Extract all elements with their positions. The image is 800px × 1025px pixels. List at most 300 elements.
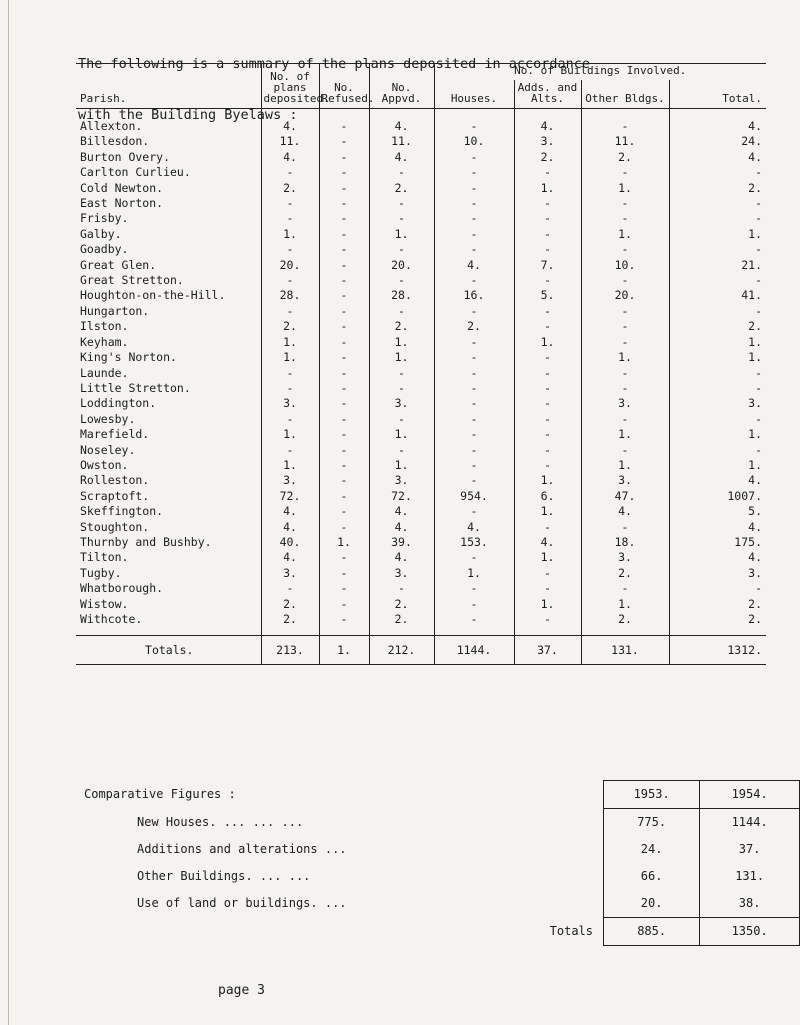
total-value: 3. (748, 396, 762, 411)
refused-value: - (319, 550, 369, 565)
parish-name: Thurnby and Bushby. (76, 535, 261, 550)
parish-name: Frisby. (76, 211, 261, 226)
adds-alts-value: 1. (514, 597, 581, 612)
adds-alts-value: - (514, 412, 581, 427)
total-value: 1. (748, 226, 762, 241)
parish-name: Ilston. (76, 319, 261, 334)
parish-name: Carlton Curlieu. (76, 165, 261, 180)
other-bldgs-value: 2. (581, 612, 669, 627)
adds-alts-value: 1. (514, 473, 581, 488)
other-bldgs-value: - (581, 196, 669, 211)
table-row (76, 165, 766, 180)
houses-value: - (434, 119, 514, 134)
refused-value: - (319, 258, 369, 273)
total-value: 5. (748, 504, 762, 519)
houses-value: - (434, 211, 514, 226)
refused-value: - (319, 566, 369, 581)
refused-value: - (319, 150, 369, 165)
adds-alts-value: - (514, 165, 581, 180)
plans-deposited-value: - (261, 581, 319, 596)
parish-name: Stoughton. (76, 520, 261, 535)
parish-name: Little Stretton. (76, 381, 261, 396)
houses-value: - (434, 443, 514, 458)
other-bldgs-value: 1. (581, 597, 669, 612)
adds-alts-value: - (514, 273, 581, 288)
total-value: - (755, 380, 762, 395)
refused-value: - (319, 597, 369, 612)
other-bldgs-value: 18. (581, 535, 669, 550)
total-value: 1. (748, 427, 762, 442)
table-row (76, 597, 766, 612)
plans-deposited-value: - (261, 242, 319, 257)
other-bldgs-value: - (581, 581, 669, 596)
adds-alts-value: - (514, 427, 581, 442)
houses-value: 153. (434, 535, 514, 550)
houses-value: - (434, 412, 514, 427)
comparative-title: Comparative Figures : (84, 787, 236, 801)
other-bldgs-value: - (581, 520, 669, 535)
adds-alts-value: 7. (514, 258, 581, 273)
total-value: 21. (741, 257, 762, 272)
adds-alts-value: - (514, 520, 581, 535)
houses-value: 4. (434, 258, 514, 273)
parish-name: Billesdon. (76, 134, 261, 149)
adds-alts-value: - (514, 366, 581, 381)
other-bldgs-value: - (581, 319, 669, 334)
total-value: 4. (748, 149, 762, 164)
refused-value: - (319, 581, 369, 596)
table-row (76, 581, 766, 596)
totals-total: 1312. (669, 636, 766, 665)
other-bldgs-value: - (581, 211, 669, 226)
table-row (76, 443, 766, 458)
totals-deposited: 213. (261, 636, 319, 665)
table-row (76, 550, 766, 565)
table-row (76, 196, 766, 211)
plans-deposited-value: - (261, 412, 319, 427)
houses-value: - (434, 335, 514, 350)
adds-alts-value: - (514, 319, 581, 334)
other-bldgs-value: - (581, 366, 669, 381)
total-value: 4. (748, 473, 762, 488)
comparative-label: Other Buildings. ... ... (137, 869, 311, 883)
header-plans-deposited: No. of plans deposited. (261, 64, 319, 109)
houses-value: 10. (434, 134, 514, 149)
houses-value: 4. (434, 520, 514, 535)
approved-value: 4. (369, 520, 434, 535)
approved-value: 4. (369, 550, 434, 565)
plans-deposited-value: 4. (261, 550, 319, 565)
approved-value: 1. (369, 227, 434, 242)
spacer-row (76, 109, 766, 120)
comparative-totals-1953: 885. (604, 918, 700, 946)
houses-value: - (434, 273, 514, 288)
comparative-1954-value: 37. (700, 836, 800, 863)
refused-value: - (319, 520, 369, 535)
adds-alts-value: - (514, 396, 581, 411)
adds-alts-value: - (514, 211, 581, 226)
table-row (76, 612, 766, 627)
parish-name: Goadby. (76, 242, 261, 257)
totals-other-bldgs: 131. (581, 636, 669, 665)
comparative-row (80, 836, 800, 863)
adds-alts-value: 1. (514, 550, 581, 565)
approved-value: 2. (369, 319, 434, 334)
comparative-label: Use of land or buildings. ... (137, 896, 347, 911)
houses-value: 16. (434, 288, 514, 303)
refused-value: - (319, 119, 369, 134)
other-bldgs-value: 3. (581, 396, 669, 411)
header-parish: Parish. (76, 64, 261, 109)
houses-value: - (434, 381, 514, 396)
approved-value: 2. (369, 612, 434, 627)
total-value: 1007. (727, 488, 762, 503)
approved-value: 1. (369, 427, 434, 442)
approved-value: 1. (369, 335, 434, 350)
refused-value: - (319, 396, 369, 411)
plans-deposited-value: 1. (261, 458, 319, 473)
table-row (76, 504, 766, 519)
adds-alts-value: 1. (514, 504, 581, 519)
total-value: 4. (748, 550, 762, 565)
plans-deposited-value: 4. (261, 150, 319, 165)
approved-value: - (369, 273, 434, 288)
table-row (76, 489, 766, 504)
parish-name: East Norton. (76, 196, 261, 211)
comparative-1954-value: 131. (700, 863, 800, 890)
plans-deposited-value: - (261, 304, 319, 319)
approved-value: - (369, 165, 434, 180)
adds-alts-value: 6. (514, 489, 581, 504)
table-row (76, 412, 766, 427)
approved-value: 3. (369, 566, 434, 581)
parish-name: Galby. (76, 227, 261, 242)
approved-value: 2. (369, 181, 434, 196)
approved-value: 3. (369, 396, 434, 411)
houses-value: 1. (434, 566, 514, 581)
other-bldgs-value: - (581, 412, 669, 427)
table-row (76, 273, 766, 288)
table-row (76, 181, 766, 196)
adds-alts-value: 1. (514, 181, 581, 196)
houses-value: - (434, 550, 514, 565)
approved-value: 72. (369, 489, 434, 504)
total-value: - (755, 411, 762, 426)
refused-value: - (319, 181, 369, 196)
table-body (76, 109, 766, 628)
refused-value: - (319, 196, 369, 211)
parish-name: King's Norton. (76, 350, 261, 365)
comparative-label: New Houses. ... ... ... (137, 814, 304, 829)
parish-name: Skeffington. (76, 504, 261, 519)
header-total: Total. (669, 80, 766, 109)
refused-value: - (319, 381, 369, 396)
plans-deposited-value: 3. (261, 396, 319, 411)
houses-value: - (434, 165, 514, 180)
total-value: 3. (748, 565, 762, 580)
table-row (76, 350, 766, 365)
year-1954-header: 1954. (700, 781, 800, 809)
total-value: 41. (741, 288, 762, 303)
plans-deposited-value: - (261, 211, 319, 226)
plans-deposited-value: - (261, 381, 319, 396)
totals-row (76, 636, 766, 665)
approved-value: - (369, 581, 434, 596)
adds-alts-value: 3. (514, 134, 581, 149)
plans-deposited-value: 4. (261, 504, 319, 519)
parish-name: Great Glen. (76, 258, 261, 273)
other-bldgs-value: 3. (581, 550, 669, 565)
parish-name: Allexton. (76, 119, 261, 134)
comparative-1954-value: 1144. (700, 809, 800, 837)
adds-alts-value: - (514, 242, 581, 257)
parish-name: Cold Newton. (76, 181, 261, 196)
plans-deposited-value: - (261, 366, 319, 381)
table-row (76, 134, 766, 149)
table-row (76, 211, 766, 226)
parish-name: Whatborough. (76, 581, 261, 596)
adds-alts-value: - (514, 581, 581, 596)
plans-deposited-value: 2. (261, 612, 319, 627)
approved-value: 20. (369, 258, 434, 273)
comparative-1953-value: 775. (604, 809, 700, 837)
parish-name: Great Stretton. (76, 273, 261, 288)
plans-deposited-value: 1. (261, 227, 319, 242)
houses-value: - (434, 366, 514, 381)
parish-name: Loddington. (76, 396, 261, 411)
total-value: - (755, 303, 762, 318)
other-bldgs-value: 2. (581, 566, 669, 581)
houses-value: - (434, 350, 514, 365)
table-row (76, 119, 766, 134)
other-bldgs-value: 2. (581, 150, 669, 165)
other-bldgs-value: - (581, 242, 669, 257)
refused-value: - (319, 134, 369, 149)
approved-value: 3. (369, 473, 434, 488)
header-adds-alts: Adds. and Alts. (514, 80, 581, 109)
approved-value: 2. (369, 597, 434, 612)
plans-deposited-value: - (261, 196, 319, 211)
refused-value: - (319, 427, 369, 442)
comparative-row (80, 890, 800, 918)
other-bldgs-value: 10. (581, 258, 669, 273)
page-number: page 3 (218, 983, 265, 998)
parish-name: Scraptoft. (76, 489, 261, 504)
houses-value: - (434, 458, 514, 473)
plans-deposited-value: 1. (261, 350, 319, 365)
parish-name: Launde. (76, 366, 261, 381)
plans-deposited-value: 72. (261, 489, 319, 504)
comparative-1953-value: 66. (604, 863, 700, 890)
approved-value: 4. (369, 504, 434, 519)
comparative-figures-table (80, 780, 800, 946)
adds-alts-value: 4. (514, 119, 581, 134)
houses-value: - (434, 181, 514, 196)
total-value: 1. (748, 350, 762, 365)
houses-value: - (434, 396, 514, 411)
houses-value: - (434, 473, 514, 488)
table-row (76, 535, 766, 550)
total-value: 4. (748, 119, 762, 133)
approved-value: 4. (369, 119, 434, 134)
table-row (76, 150, 766, 165)
totals-approved: 212. (369, 636, 434, 665)
comparative-label: Additions and alterations ... (137, 842, 347, 856)
plans-deposited-value: 4. (261, 119, 319, 134)
refused-value: - (319, 288, 369, 303)
table-row (76, 381, 766, 396)
total-value: - (755, 365, 762, 380)
table-row (76, 520, 766, 535)
totals-houses: 1144. (434, 636, 514, 665)
total-value: - (755, 581, 762, 596)
plans-deposited-value: 1. (261, 335, 319, 350)
table-row (76, 258, 766, 273)
table-row (76, 242, 766, 257)
plans-deposited-value: 40. (261, 535, 319, 550)
total-value: 1. (748, 334, 762, 349)
total-value: 2. (748, 180, 762, 195)
plans-deposited-value: - (261, 443, 319, 458)
parish-name: Burton Overy. (76, 150, 261, 165)
other-bldgs-value: 1. (581, 350, 669, 365)
parish-name: Owston. (76, 458, 261, 473)
header-refused: No. Refused. (319, 64, 369, 109)
refused-value: - (319, 227, 369, 242)
table-row (76, 458, 766, 473)
adds-alts-value: 4. (514, 535, 581, 550)
intro-line-2: with the Building Byelaws : (78, 107, 298, 123)
adds-alts-value: - (514, 196, 581, 211)
refused-value: - (319, 211, 369, 226)
refused-value: - (319, 412, 369, 427)
total-value: 175. (734, 534, 762, 549)
table-row (76, 427, 766, 442)
plans-summary-table (76, 63, 766, 665)
plans-deposited-value: 2. (261, 181, 319, 196)
adds-alts-value: - (514, 612, 581, 627)
total-value: - (755, 273, 762, 288)
total-value: 2. (748, 319, 762, 334)
other-bldgs-value: 1. (581, 427, 669, 442)
parish-name: Withcote. (76, 612, 261, 627)
parish-name: Keyham. (76, 335, 261, 350)
other-bldgs-value: 11. (581, 134, 669, 149)
other-bldgs-value: 20. (581, 288, 669, 303)
refused-value: - (319, 165, 369, 180)
houses-value: - (434, 227, 514, 242)
adds-alts-value: - (514, 227, 581, 242)
total-value: - (755, 211, 762, 226)
total-value: - (755, 165, 762, 180)
total-value: - (755, 442, 762, 457)
total-value: - (755, 196, 762, 211)
adds-alts-value: - (514, 304, 581, 319)
refused-value: - (319, 242, 369, 257)
approved-value: - (369, 304, 434, 319)
comparative-totals-1954: 1350. (700, 918, 800, 946)
other-bldgs-value: 47. (581, 489, 669, 504)
header-other-bldgs: Other Bldgs. (581, 80, 669, 109)
parish-name: Wistow. (76, 597, 261, 612)
approved-value: 11. (369, 134, 434, 149)
houses-value: - (434, 196, 514, 211)
approved-value: - (369, 196, 434, 211)
intro-line-1: The following is a summary of the plans deposited in accordance (78, 56, 591, 72)
approved-value: 4. (369, 150, 434, 165)
plans-deposited-value: 28. (261, 288, 319, 303)
adds-alts-value: 5. (514, 288, 581, 303)
refused-value: - (319, 366, 369, 381)
other-bldgs-value: 1. (581, 458, 669, 473)
table-row (76, 288, 766, 303)
houses-value: - (434, 242, 514, 257)
refused-value: - (319, 273, 369, 288)
refused-value: - (319, 443, 369, 458)
approved-value: - (369, 412, 434, 427)
approved-value: 1. (369, 350, 434, 365)
approved-value: - (369, 242, 434, 257)
table-row (76, 304, 766, 319)
adds-alts-value: - (514, 350, 581, 365)
table-row (76, 319, 766, 334)
table-row (76, 473, 766, 488)
other-bldgs-value: - (581, 273, 669, 288)
houses-value: - (434, 504, 514, 519)
table-row (76, 227, 766, 242)
plans-deposited-value: - (261, 165, 319, 180)
adds-alts-value: - (514, 381, 581, 396)
houses-value: 2. (434, 319, 514, 334)
approved-value: 1. (369, 458, 434, 473)
header-houses: Houses. (434, 80, 514, 109)
houses-value: - (434, 597, 514, 612)
comparative-row (80, 809, 800, 837)
adds-alts-value: 2. (514, 150, 581, 165)
comparative-row (80, 863, 800, 890)
totals-refused: 1. (319, 636, 369, 665)
approved-value: - (369, 366, 434, 381)
comparative-totals-label: Totals (549, 924, 593, 938)
approved-value: 39. (369, 535, 434, 550)
comparative-1954-value: 38. (700, 890, 800, 918)
plans-deposited-value: 2. (261, 597, 319, 612)
refused-value: - (319, 350, 369, 365)
totals-adds-alts: 37. (514, 636, 581, 665)
parish-name: Rolleston. (76, 473, 261, 488)
parish-name: Tugby. (76, 566, 261, 581)
total-value: 4. (748, 519, 762, 534)
plans-deposited-value: 4. (261, 520, 319, 535)
header-buildings-involved: No. of Buildings Involved. (434, 64, 766, 81)
other-bldgs-value: 1. (581, 181, 669, 196)
plans-deposited-value: 3. (261, 473, 319, 488)
other-bldgs-value: 1. (581, 227, 669, 242)
parish-name: Lowesby. (76, 412, 261, 427)
refused-value: - (319, 504, 369, 519)
houses-value: - (434, 427, 514, 442)
parish-name: Houghton-on-the-Hill. (76, 288, 261, 303)
refused-value: - (319, 458, 369, 473)
houses-value: - (434, 150, 514, 165)
other-bldgs-value: - (581, 119, 669, 134)
spacer-row (76, 627, 766, 636)
other-bldgs-value: - (581, 443, 669, 458)
refused-value: - (319, 335, 369, 350)
houses-value: - (434, 581, 514, 596)
adds-alts-value: - (514, 566, 581, 581)
totals-label: Totals. (76, 636, 261, 665)
